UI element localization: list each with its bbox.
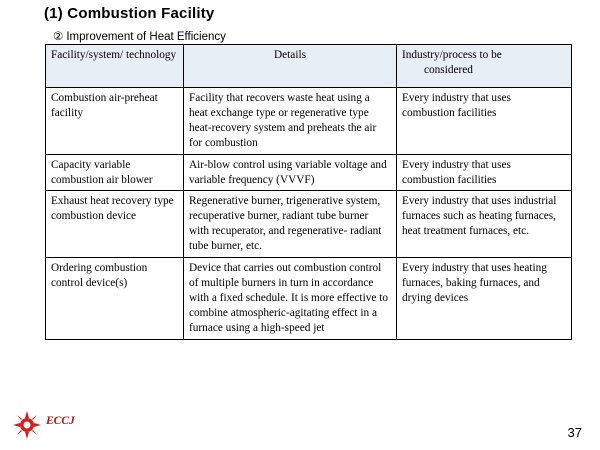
- table-row: [46, 191, 572, 258]
- cell-facility: Combustion air-preheat facility: [46, 88, 184, 155]
- subtitle-text: Improvement of Heat Efficiency: [66, 31, 226, 43]
- table-row: [46, 88, 572, 155]
- cell-facility: Exhaust heat recovery type combustion device: [46, 191, 184, 258]
- logo-text: ECCJ: [46, 415, 75, 427]
- eccj-logo-icon: [12, 410, 42, 440]
- table-row: [46, 154, 572, 191]
- header-industry: [397, 45, 572, 88]
- table-row: [46, 258, 572, 340]
- slide-title: (1) Combustion Facility: [44, 5, 215, 22]
- cell-details: Regenerative burner, trigenerative system, recuperative burner, radiant tube burner with recuperator, and regenerative- radiant tube burner, etc.: [184, 191, 397, 258]
- header-industry-line1: Industry/process to be: [402, 49, 502, 61]
- heat-efficiency-table: [45, 44, 572, 340]
- cell-industry: Every industry that uses combustion facilities: [397, 88, 572, 155]
- header-details: Details: [184, 45, 397, 88]
- page-number: 37: [567, 425, 582, 440]
- header-facility: Facility/system/ technology: [46, 45, 184, 88]
- cell-facility: Capacity variable combustion air blower: [46, 154, 184, 191]
- cell-facility: Ordering combustion control device(s): [46, 258, 184, 340]
- cell-details: Facility that recovers waste heat using a heat exchange type or regenerative type heat-recovery system and preheats the air for combustion: [184, 88, 397, 155]
- header-industry-line2: considered: [424, 63, 473, 76]
- cell-industry: Every industry that uses industrial furnaces such as heating furnaces, heat treatment furnaces, etc.: [397, 191, 572, 258]
- table-header-row: [46, 45, 572, 88]
- cell-details: Air-blow control using variable voltage and variable frequency (VVVF): [184, 154, 397, 191]
- slide-subtitle: [53, 29, 226, 43]
- cell-details: Device that carries out combustion control of multiple burners in turn in accordance with a fixed schedule. It is more effective to combine atmospheric-agitating effect in a furnace using a high-speed jet: [184, 258, 397, 340]
- cell-industry: Every industry that uses heating furnaces, baking furnaces, and drying devices: [397, 258, 572, 340]
- cell-industry: Every industry that uses combustion facilities: [397, 154, 572, 191]
- eccj-logo: [12, 410, 75, 440]
- circled-number-marker: ②: [53, 31, 64, 43]
